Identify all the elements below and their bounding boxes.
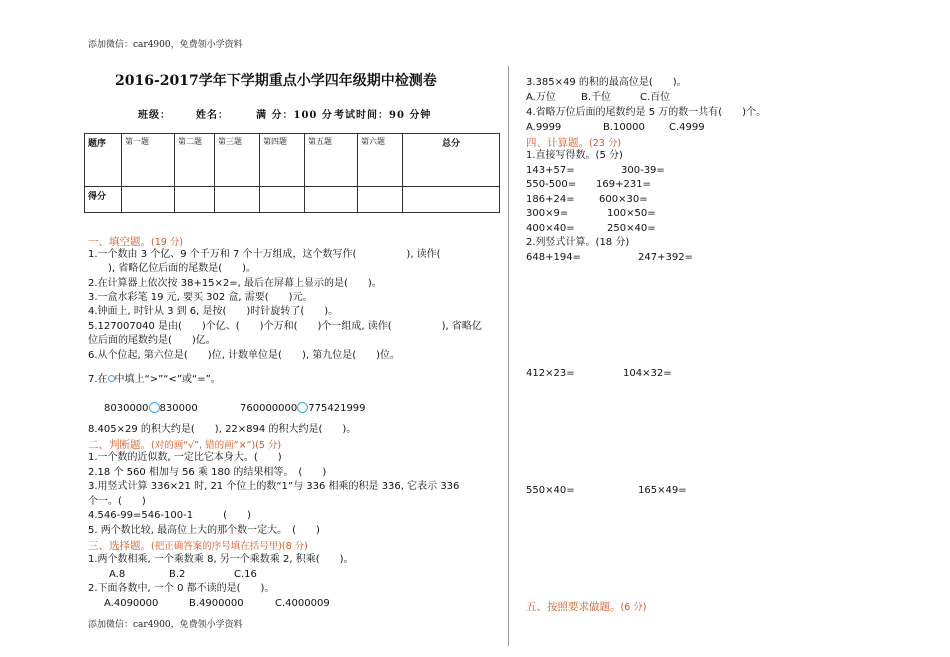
choice-3-opt-a: A.万位 bbox=[526, 92, 556, 103]
choice-1-opt-c: C.16 bbox=[234, 569, 257, 580]
score-table-header: 第一题 bbox=[122, 134, 175, 187]
section-4-heading bbox=[526, 135, 621, 150]
section-3-score: (把正确答案的序号填在括号里)(8 分) bbox=[151, 541, 308, 552]
question-5b: 位后面的尾数约是( )亿。 bbox=[88, 335, 216, 346]
vertical-calc: 412×23= bbox=[526, 368, 575, 379]
calc-instruction-1: 1.直接写得数。(5 分) bbox=[526, 150, 623, 161]
question-6: 6.从个位起, 第六位是( )位, 计数单位是( ), 第九位是( )位。 bbox=[88, 350, 401, 361]
section-1-title: 一、填空题。 bbox=[88, 236, 151, 248]
compare-left-a: 8030000 bbox=[104, 403, 149, 414]
calc-item: 186+24= bbox=[526, 194, 575, 205]
calc-item: 400×40= bbox=[526, 223, 575, 234]
section-2-heading bbox=[88, 437, 281, 452]
choice-4-opt-b: B.10000 bbox=[603, 122, 645, 133]
score-table-header: 第四题 bbox=[260, 134, 305, 187]
question-2: 2.在计算器上依次按 38+15×2=, 最后在屏幕上显示的是( )。 bbox=[88, 278, 382, 289]
compare-right-a: 760000000 bbox=[240, 403, 298, 414]
choice-3-opt-b: B.千位 bbox=[581, 92, 612, 103]
page-title: 2016-2017学年下学期重点小学四年级期中检测卷 bbox=[115, 73, 437, 89]
score-table bbox=[84, 133, 500, 213]
score-row-label: 得分 bbox=[85, 187, 122, 213]
vertical-calc: 648+194= bbox=[526, 252, 581, 263]
section-3-heading bbox=[88, 538, 308, 553]
section-3-title: 三、选择题。 bbox=[88, 540, 151, 552]
section-2-score: (对的画“√”, 错的画“×”)(5 分) bbox=[151, 440, 282, 451]
score-cell[interactable] bbox=[403, 187, 500, 213]
compare-circle-1[interactable] bbox=[149, 402, 160, 413]
choice-3: 3.385×49 的积的最高位是( )。 bbox=[526, 77, 687, 88]
watermark-top: 添加微信：car4900，免费领小学资料 bbox=[88, 40, 243, 50]
choice-4-opt-a: A.9999 bbox=[526, 122, 562, 133]
question-7-text-b: 中填上“>”“<”或“=”。 bbox=[114, 374, 221, 385]
info-full-score: 满 分：100 分 bbox=[256, 110, 333, 121]
judge-5: 5. 两个数比较, 最高位上大的那个数一定大。 ( ) bbox=[88, 525, 320, 536]
score-table-header: 题序 bbox=[85, 134, 122, 187]
choice-2-opt-a: A.4090000 bbox=[104, 598, 159, 609]
question-1a: 1.一个数由 3 个亿、9 个千万和 7 个十万组成，这个数写作( ), 读作( bbox=[88, 249, 441, 260]
score-cell[interactable] bbox=[305, 187, 358, 213]
section-5-heading bbox=[526, 599, 646, 614]
compare-left-b: 830000 bbox=[159, 403, 198, 414]
info-name: 姓名： bbox=[196, 110, 229, 121]
score-cell[interactable] bbox=[175, 187, 215, 213]
judge-4: 4.546-99=546-100-1 ( ) bbox=[88, 510, 251, 521]
choice-4-opt-c: C.4999 bbox=[669, 122, 705, 133]
vertical-calc: 247+392= bbox=[638, 252, 693, 263]
calc-instruction-2: 2.列竖式计算。(18 分) bbox=[526, 237, 630, 248]
choice-2: 2.下面各数中, 一个 0 都不读的是( )。 bbox=[88, 583, 275, 594]
judge-1: 1.一个数的近似数, 一定比它本身大。( ) bbox=[88, 452, 282, 463]
section-5-title: 五、按照要求做题。 bbox=[526, 601, 621, 613]
compare-right bbox=[240, 402, 366, 415]
choice-4: 4.省略万位后面的尾数约是 5 万的数一共有( )个。 bbox=[526, 107, 767, 118]
choice-1: 1.两个数相乘, 一个乘数乘 8, 另一个乘数乘 2, 积乘( )。 bbox=[88, 554, 354, 565]
calc-item: 100×50= bbox=[607, 208, 656, 219]
choice-2-opt-b: B.4900000 bbox=[189, 598, 244, 609]
watermark-bottom: 添加微信：car4900，免费领小学资料 bbox=[88, 620, 243, 630]
choice-2-opt-c: C.4000009 bbox=[275, 598, 330, 609]
question-4: 4.钟面上, 时针从 3 到 6, 是按( )时针旋转了( )。 bbox=[88, 306, 339, 317]
calc-item: 300×9= bbox=[526, 208, 569, 219]
score-table-header: 第五题 bbox=[305, 134, 358, 187]
score-table-header: 第六题 bbox=[358, 134, 403, 187]
vertical-calc: 550×40= bbox=[526, 485, 575, 496]
question-5a: 5.127007040 是由( )个亿、( )个万和( )个一组成, 读作( ), 省略亿 bbox=[88, 321, 482, 332]
judge-3a: 3.用竖式计算 336×21 时, 21 个位上的数“1”与 336 相乘的积是 336, 它表示 336 bbox=[88, 481, 460, 492]
score-cell[interactable] bbox=[215, 187, 260, 213]
calc-item: 600×30= bbox=[599, 194, 648, 205]
column-divider bbox=[508, 66, 509, 646]
calc-item: 169+231= bbox=[596, 179, 651, 190]
calc-item: 143+57= bbox=[526, 165, 575, 176]
section-4-title: 四、计算题。 bbox=[526, 137, 589, 149]
choice-1-opt-a: A.8 bbox=[109, 569, 126, 580]
section-1-heading bbox=[88, 234, 183, 249]
choice-1-opt-b: B.2 bbox=[169, 569, 186, 580]
section-4-score: (23 分) bbox=[589, 138, 622, 149]
compare-circle-2[interactable] bbox=[297, 402, 308, 413]
calc-item: 550-500= bbox=[526, 179, 577, 190]
score-table-header: 第三题 bbox=[215, 134, 260, 187]
score-cell[interactable] bbox=[358, 187, 403, 213]
question-7-text: 7.在 bbox=[88, 374, 108, 385]
compare-right-b: 775421999 bbox=[308, 403, 366, 414]
circle-blank-icon bbox=[108, 375, 115, 382]
choice-3-opt-c: C.百位 bbox=[640, 92, 671, 103]
judge-2: 2.18 个 560 相加与 56 乘 180 的结果相等。 ( ) bbox=[88, 467, 327, 478]
info-class: 班级： bbox=[138, 110, 171, 121]
section-1-score: (19 分) bbox=[151, 237, 184, 248]
question-3: 3.一盒水彩笔 19 元, 要买 302 盒, 需要( )元。 bbox=[88, 292, 313, 303]
score-cell[interactable] bbox=[260, 187, 305, 213]
score-table-header: 总分 bbox=[403, 134, 500, 187]
question-7 bbox=[88, 373, 221, 386]
calc-item: 250×40= bbox=[607, 223, 656, 234]
question-8: 8.405×29 的积大约是( ), 22×894 的积大约是( )。 bbox=[88, 424, 357, 435]
vertical-calc: 104×32= bbox=[623, 368, 672, 379]
judge-3b: 个一。( ) bbox=[88, 496, 146, 507]
vertical-calc: 165×49= bbox=[638, 485, 687, 496]
section-2-title: 二、判断题。 bbox=[88, 439, 151, 451]
info-time: 考试时间：90 分钟 bbox=[334, 110, 432, 121]
score-table-header: 第二题 bbox=[175, 134, 215, 187]
calc-item: 300-39= bbox=[621, 165, 665, 176]
section-5-score: (6 分) bbox=[620, 602, 647, 613]
score-cell[interactable] bbox=[122, 187, 175, 213]
question-1b: ), 省略亿位后面的尾数是( )。 bbox=[88, 263, 257, 274]
compare-left bbox=[104, 402, 198, 415]
